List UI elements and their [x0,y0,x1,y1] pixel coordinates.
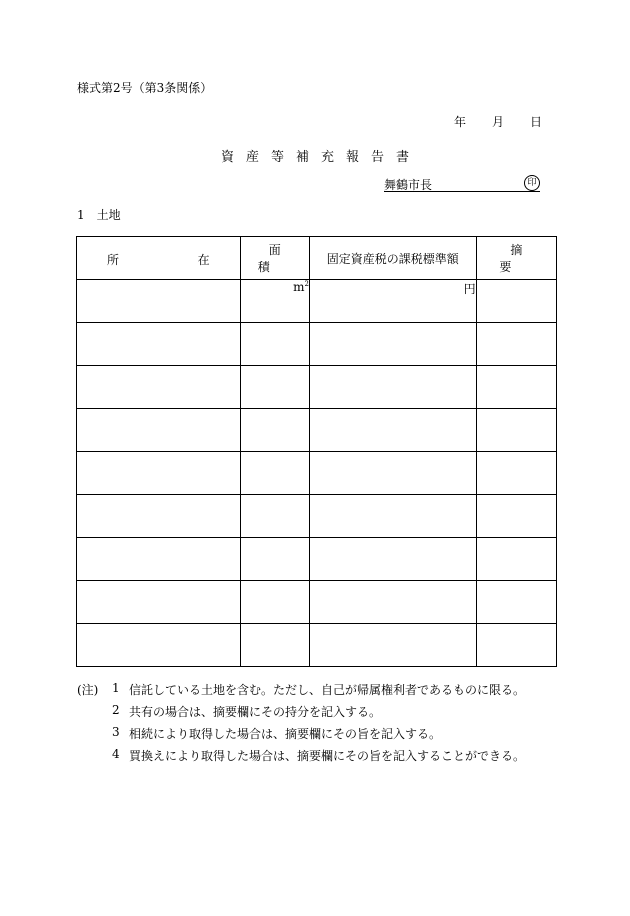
cell-location[interactable] [77,366,241,409]
cell-tax-standard[interactable] [309,409,476,452]
cell-area[interactable] [240,624,309,667]
cell-area[interactable] [240,538,309,581]
section-label: 土地 [96,208,121,222]
form-number: 様式第2号（第3条関係） [77,81,213,95]
cell-tax-standard[interactable] [309,452,476,495]
header-remarks: 摘要 [476,237,556,280]
cell-tax-standard[interactable] [309,495,476,538]
table-row [77,366,557,409]
cell-location[interactable] [77,624,241,667]
cell-area[interactable] [240,452,309,495]
cell-tax-standard[interactable] [309,581,476,624]
note-number: 4 [112,747,120,761]
unit-exponent: 2 [304,280,309,288]
cell-area[interactable] [240,495,309,538]
table-row [77,323,557,366]
cell-tax-standard[interactable] [309,366,476,409]
cell-remarks[interactable] [476,538,556,581]
cell-remarks[interactable] [476,581,556,624]
section-heading [77,206,121,223]
cell-tax-standard[interactable] [309,280,476,323]
cell-remarks[interactable] [476,280,556,323]
cell-remarks[interactable] [476,624,556,667]
table-row [77,280,557,323]
cell-tax-standard[interactable] [309,624,476,667]
notes-head: (注) [77,683,99,697]
land-table [76,236,557,667]
cell-area[interactable] [240,323,309,366]
cell-tax-standard[interactable] [309,538,476,581]
header-location [77,237,241,280]
note-text: 買換えにより取得した場合は、摘要欄にその旨を記入することができる。 [129,749,526,763]
date-year-label: 年 [454,115,467,129]
table-row [77,624,557,667]
table-row [77,409,557,452]
table-row [77,538,557,581]
cell-area[interactable] [240,581,309,624]
addressee-line [384,176,540,192]
table-row [77,495,557,538]
table-header-row [77,237,557,280]
date-day-label: 日 [530,115,543,129]
cell-area[interactable] [240,280,309,323]
cell-remarks[interactable] [476,366,556,409]
table-row [77,581,557,624]
cell-area[interactable] [240,409,309,452]
table-row [77,452,557,495]
note-number: 1 [112,681,120,695]
cell-location[interactable] [77,409,241,452]
addressee-name: 舞鶴市長 [384,178,433,192]
header-area: 面積 [240,237,309,280]
note-text: 共有の場合は、摘要欄にその持分を記入する。 [129,705,382,719]
cell-location[interactable] [77,452,241,495]
cell-remarks[interactable] [476,409,556,452]
cell-location[interactable] [77,581,241,624]
cell-remarks[interactable] [476,495,556,538]
cell-location[interactable] [77,495,241,538]
section-number: 1 [77,208,85,222]
cell-area[interactable] [240,366,309,409]
note-number: 3 [112,725,120,739]
header-tax-standard: 固定資産税の課税標準額 [309,237,476,280]
cell-tax-standard[interactable] [309,323,476,366]
date-month-label: 月 [492,115,505,129]
document-title: 資産等補充報告書 [220,150,421,165]
cell-location[interactable] [77,538,241,581]
header-location-part-1: 所 [107,253,120,267]
cell-location[interactable] [77,280,241,323]
cell-remarks[interactable] [476,323,556,366]
unit-square-meter: m [293,280,305,294]
note-number: 2 [112,703,120,717]
cell-location[interactable] [77,323,241,366]
note-text: 信託している土地を含む。ただし、自己が帰属権利者であるものに限る。 [129,683,526,697]
cell-remarks[interactable] [476,452,556,495]
header-location-part-2: 在 [197,253,210,267]
note-text: 相続により取得した場合は、摘要欄にその旨を記入する。 [129,727,442,741]
seal-mark: 印 [524,175,540,191]
unit-yen: 円 [463,282,476,296]
